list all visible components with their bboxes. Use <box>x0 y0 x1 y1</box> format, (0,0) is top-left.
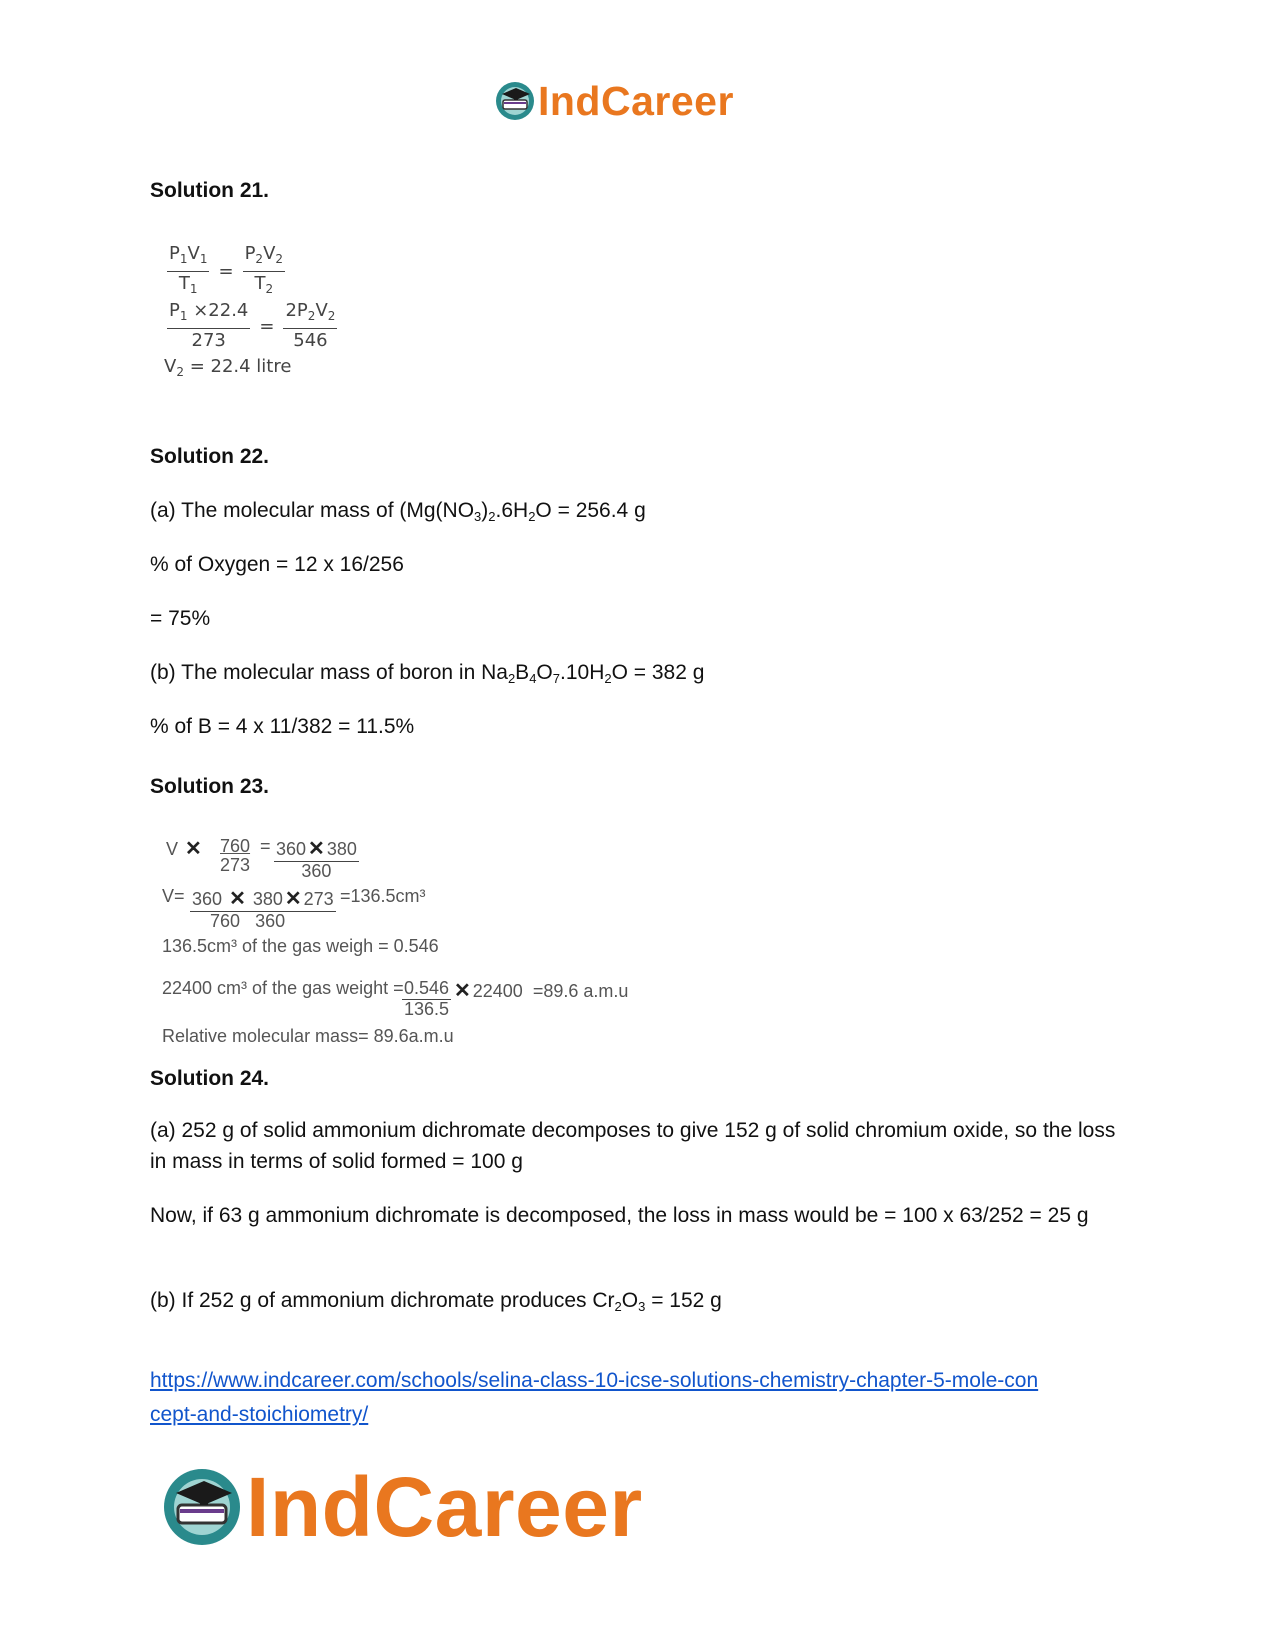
source-link-line-1[interactable]: https://www.indcareer.com/schools/selina-class-10-icse-solutions-chemistry-chapter-5-mole-con <box>150 1369 1039 1392</box>
s23-l1-frac-right: 360 ✕ 380 360 <box>276 838 357 881</box>
s23-l2-frac: 360 ✕ 380 ✕ 273 760 360 <box>192 888 334 931</box>
s23-line-3: 136.5cm³ of the gas weigh = 0.546 <box>162 936 439 956</box>
fraction-p2v2-t2: $\frac{P_2V_2}{T_2}$ <box>244 242 284 296</box>
equation-3: $V_2 = 22.4$ litre <box>164 356 292 379</box>
equation-2: $\frac{P_1 \times 22.4}{273}$ = $\frac{2P_2V_2}{546}$ <box>169 300 336 351</box>
solution-22-boron: % of B = 4 x 11/382 = 11.5% <box>150 715 415 738</box>
graduation-cap-book-icon <box>160 1465 244 1549</box>
s23-l4-frac: 0.546 136.5 <box>404 978 450 1019</box>
solution-21-heading: Solution 21. <box>150 179 270 202</box>
footer-logo-text: IndCareer <box>246 1460 643 1554</box>
solution-22-b: (b) The molecular mass of boron in $Na_2B_4O_7.10H_2O = 382$ g <box>150 661 705 686</box>
header-logo <box>494 78 734 124</box>
source-link[interactable] <box>150 1364 1140 1432</box>
solution-22-result: = 75% <box>150 607 211 630</box>
fraction-2p2v2-546: $\frac{2P_2V_2}{546}$ <box>285 300 336 351</box>
solution-22-a: (a) The molecular mass of ($Mg(NO_3)_2.6H_2O = 256.4$ g <box>150 499 646 524</box>
fraction-p1v1-t1: $\frac{P_1V_1}{T_1}$ <box>169 242 208 296</box>
solution-21-equations <box>164 244 340 379</box>
solution-24-p1: (a) 252 g of solid ammonium dichromate decomposes to give 152 g of solid chromium oxide, so the loss in mass in terms of solid formed = 100 g <box>150 1119 1116 1173</box>
s23-line-4: 22400 cm³ of the gas weight = <box>162 978 404 998</box>
s23-line-5: Relative molecular mass= 89.6a.m.u <box>162 1026 454 1046</box>
s23-l1-equals: = <box>260 836 271 856</box>
fraction-p1-22.4-273: $\frac{P_1 \times 22.4}{273}$ <box>169 300 249 351</box>
footer-logo <box>160 1462 643 1552</box>
solution-24-p2: Now, if 63 g ammonium dichromate is decomposed, the loss in mass would be = 100 x 63/252 = 25 g <box>150 1204 1089 1227</box>
s23-l4-mult: ✕ 22400 =89.6 a.m.u <box>454 980 629 1002</box>
s23-line-1: V ✕ <box>166 838 202 860</box>
s23-l2-result: =136.5cm³ <box>340 886 426 906</box>
equation-1: $\frac{P_1V_1}{T_1}$ = $\frac{P_2V_2}{T_2}$ <box>164 244 340 298</box>
s23-l1-frac-left: 760 273 <box>220 836 251 875</box>
solution-22-oxygen: % of Oxygen = 12 x 16/256 <box>150 553 404 576</box>
solution-22-heading: Solution 22. <box>150 445 270 468</box>
s23-line-2: V= <box>162 886 185 906</box>
solution-24-heading: Solution 24. <box>150 1067 270 1090</box>
graduation-cap-book-icon <box>494 80 536 122</box>
source-link-line-2[interactable]: cept-and-stoichiometry/ <box>150 1403 369 1426</box>
header-logo-text: IndCareer <box>538 77 734 124</box>
solution-23-heading: Solution 23. <box>150 775 270 798</box>
solution-24-p3: (b) If 252 g of ammonium dichromate produces $Cr_2O_3 = 152$ g <box>150 1289 722 1314</box>
